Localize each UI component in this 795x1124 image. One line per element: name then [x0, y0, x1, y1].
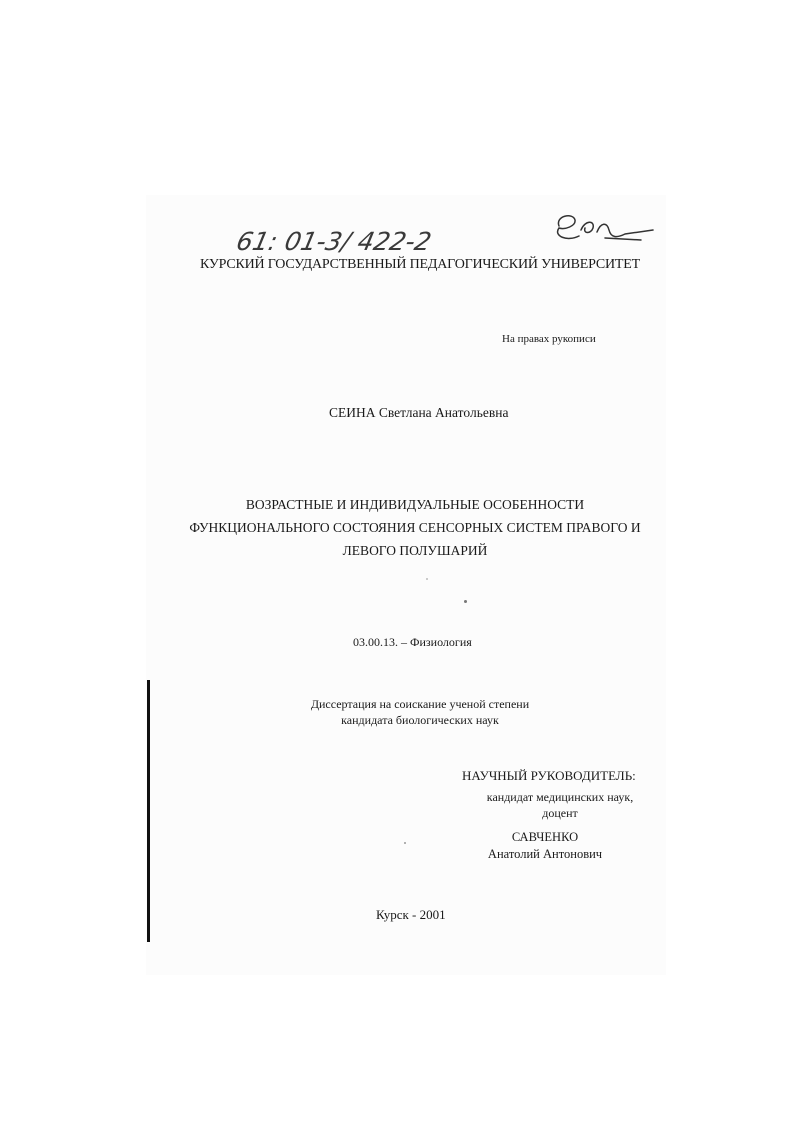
supervisor-heading: НАУЧНЫЙ РУКОВОДИТЕЛЬ: [462, 768, 636, 783]
degree-line-2: кандидата биологических наук [341, 713, 499, 727]
supervisor-rank-line-2: доцент [542, 806, 578, 820]
handwritten-catalog-code [232, 218, 472, 260]
supervisor-surname: САВЧЕНКО [511, 830, 579, 844]
city-year: Курск - 2001 [376, 907, 446, 922]
title-line-2: ФУНКЦИОНАЛЬНОГО СОСТОЯНИЯ СЕНСОРНЫХ СИСТЕМ ПРАВОГО И [189, 520, 641, 535]
signature-mark [545, 208, 657, 248]
supervisor-rank [470, 789, 650, 821]
degree-statement [280, 696, 560, 728]
specialty-code: 03.00.13. – Физиология [353, 635, 472, 649]
title-line-1: ВОЗРАСТНЫЕ И ИНДИВИДУАЛЬНЫЕ ОСОБЕННОСТИ [245, 497, 585, 512]
rights-note: На правах рукописи [502, 333, 596, 345]
degree-line-1: Диссертация на соискание ученой степени [310, 697, 530, 711]
supervisor-name [460, 829, 630, 863]
svg-text:61: 01-3/ 422-2: 61: 01-3/ 422-2 [233, 227, 434, 256]
supervisor-rank-line-1: кандидат медицинских наук, [486, 790, 634, 804]
scan-speck [464, 600, 467, 603]
title-line-3: ЛЕВОГО ПОЛУШАРИЙ [342, 543, 488, 558]
supervisor-given-names: Анатолий Антонович [487, 847, 603, 861]
scan-speck [426, 578, 428, 580]
dissertation-title [170, 493, 660, 562]
scan-edge-mark [147, 680, 150, 942]
university-name: КУРСКИЙ ГОСУДАРСТВЕННЫЙ ПЕДАГОГИЧЕСКИЙ УНИВЕРСИТЕТ [200, 257, 640, 272]
scan-speck [404, 842, 406, 844]
author-name: СЕИНА Светлана Анатольевна [329, 405, 509, 420]
